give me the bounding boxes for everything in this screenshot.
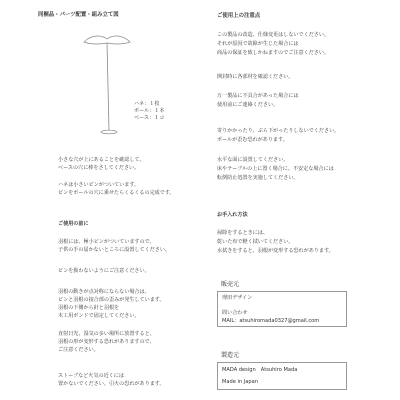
care-heading: お手入れ方法 bbox=[217, 212, 248, 218]
seller-label: 販売元 bbox=[221, 281, 240, 288]
caution5-line: ストーブなど火気の近くには bbox=[58, 373, 124, 379]
usage-notes-heading: ご使用上の注意点 bbox=[217, 13, 261, 19]
note1-line: それが原因で故障が生じた場合には bbox=[217, 41, 299, 47]
para1-line: 小さな穴が上にあることを確認して、 bbox=[58, 157, 145, 163]
caution4-line: ご注意ください。 bbox=[58, 347, 99, 353]
note4-line: ポールが歪む恐れがあります。 bbox=[217, 137, 288, 143]
note3-line: 万一製品に不具合があった場合には bbox=[217, 93, 299, 99]
caution2-line: ピンを扱わないようにご注意ください。 bbox=[58, 268, 150, 274]
note1-line: この製品の改造、仕様変更はしないでください。 bbox=[217, 32, 330, 38]
maker-label: 製造元 bbox=[221, 352, 240, 359]
seller-email: MAIL：atsuhiromada0327@gmail.com bbox=[222, 318, 320, 324]
para1-line: ベースの穴に棒をさしてください。 bbox=[58, 165, 140, 171]
care-line: 水拭きをすると、羽根が変形する恐れがあります。 bbox=[217, 248, 334, 254]
para2-line: ハネは小さいピンがついています。 bbox=[58, 182, 140, 188]
note3-line: 使用前にご連絡ください。 bbox=[217, 102, 279, 108]
assembly-heading: 同梱品・パーツ配置・組み立て図 bbox=[38, 12, 119, 18]
base-shape bbox=[101, 130, 117, 134]
caution3-line: 羽根の下側から針と羽根を bbox=[58, 305, 120, 311]
caution-heading: ご使用の前に bbox=[58, 221, 89, 227]
care-line: 掃除をするときには、 bbox=[217, 230, 268, 236]
part-base: ベース：１コ bbox=[134, 115, 165, 121]
caution4-line: 直射日光、湿気の多い場所に放置すると、 bbox=[58, 331, 155, 337]
note5-line: 水平な面に設置してください。 bbox=[217, 157, 289, 163]
caution5-line: 置かないでください。引火の恐れがあります。 bbox=[58, 381, 165, 387]
maker-origin: Made in Japan bbox=[222, 379, 258, 385]
note2-line: 開封時に各部材を確認ください。 bbox=[217, 74, 294, 80]
note5-line: 転倒防止処置を実施してください。 bbox=[217, 175, 299, 181]
maker-name: MADA design Atsuhiro Mada bbox=[222, 367, 298, 373]
note5-line: 床やテーブルの上に置く場合に、不安定な場合には bbox=[217, 166, 334, 172]
caution1-line: 羽根には、極小ピンがついていますので、 bbox=[58, 239, 155, 245]
care-line: 乾いた布で軽く拭いてください。 bbox=[217, 239, 294, 245]
caution4-line: 羽根の形が変形する恐れがありますので、 bbox=[58, 339, 155, 345]
caution3-line: ピンと羽根の接合部の歪みが発生しています。 bbox=[58, 297, 165, 303]
pole-line bbox=[107, 43, 109, 130]
seller-name: 理田デザイン bbox=[222, 295, 253, 301]
wing-shape bbox=[84, 36, 130, 44]
maker-box bbox=[217, 362, 347, 390]
para2-line: ピンをポールの穴に乗せたらくるくるの完成です。 bbox=[58, 190, 175, 196]
part-pole: ポール：１本 bbox=[134, 108, 165, 114]
part-wing: ハネ：１枚 bbox=[134, 101, 160, 107]
seller-box bbox=[217, 291, 347, 327]
caution3-line: 羽根の動きが点対称にならない場合は、 bbox=[58, 289, 150, 295]
caution1-line: 子供の手の届かないところに設置してください。 bbox=[58, 247, 171, 253]
note1-line: 商品の保証を致しかねますのでご注意ください。 bbox=[217, 50, 330, 56]
seller-contact-label: 問い合わせ bbox=[222, 310, 248, 316]
note4-line: 寄りかかったり、ぶら下がったりしないでください。 bbox=[217, 128, 340, 134]
caution3-line: 木工用ボンドで固定してください。 bbox=[58, 313, 140, 319]
